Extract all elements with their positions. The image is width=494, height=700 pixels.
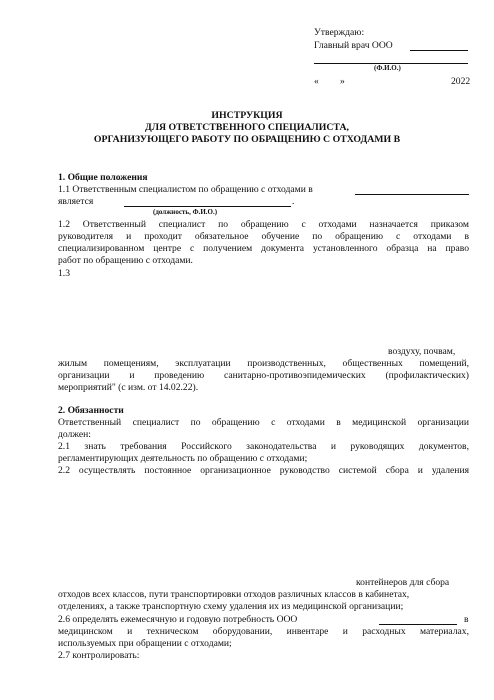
para-1-2-line4: работ по обращению с отходами. xyxy=(58,255,193,266)
para-1-3-line4: мероприятий" (с изм. от 14.02.22). xyxy=(58,382,199,393)
para-1-1-period: . xyxy=(292,196,295,207)
para-2-6-line3: используемых при обращении с отходами; xyxy=(58,638,232,649)
para-1-3-line2: жилым помещениям, эксплуатации производственных, общественных помещений, xyxy=(58,358,469,369)
post-caption: (должность, Ф.И.О.) xyxy=(153,208,218,216)
para-1-2-line2: руководителя и проходит обязательное обучение по обращению с отходами в xyxy=(58,231,469,242)
doc-title-line1: ИНСТРУКЦИЯ xyxy=(211,110,283,121)
doc-title-line3: ОРГАНИЗУЮЩЕГО РАБОТУ ПО ОБРАЩЕНИЮ С ОТХОДАМИ В xyxy=(93,134,401,145)
containers-line1-end: контейнеров для сбора xyxy=(356,577,450,588)
para-2-1-line1: 2.1 знать требования Российского законодательства и руководящих документов, xyxy=(58,441,469,452)
section1-heading: 1. Общие положения xyxy=(58,172,148,183)
para-1-3-line3: организации и проведению санитарно-противоэпидемических (профилактических) xyxy=(58,370,469,381)
para-1-1-line1: 1.1 Ответственным специалистом по обращению с отходами в xyxy=(58,184,313,195)
para-1-2-line3: специализированном центре с получением документа установленного образца на право xyxy=(58,243,469,254)
para-1-3-number: 1.3 xyxy=(58,268,70,279)
para-2-2-line1: 2.2 осуществлять постоянное организационное руководство системой сбора и удаления xyxy=(58,465,469,476)
para-2-1-line2: регламентирующих деятельность по обращению с отходами; xyxy=(58,453,308,464)
chief-doctor-label: Главный врач ООО xyxy=(314,40,393,51)
para-1-2-line1: 1.2 Ответственный специалист по обращению с отходами назначается приказом xyxy=(58,219,469,230)
para-2-6-line2: медицинском и техническом оборудовании, инвентаре и расходных материалах, xyxy=(58,626,469,637)
para-2-7: 2.7 контролировать: xyxy=(58,650,140,661)
para-2-6-line1-end: в xyxy=(464,614,469,625)
section2-intro-line2: должен: xyxy=(58,429,91,440)
para-1-1-blank2 xyxy=(124,206,291,207)
year: 2022 xyxy=(451,76,471,87)
chief-doctor-blank xyxy=(410,50,468,51)
containers-line2: отходов всех классов, пути транспортировки отходов различных классов в кабинетах, xyxy=(58,589,410,600)
section2-intro-line1: Ответственный специалист по обращению с отходами в медицинской организации xyxy=(58,417,469,428)
doc-title-line2: ДЛЯ ОТВЕТСТВЕННОГО СПЕЦИАЛИСТА, xyxy=(144,122,350,133)
para-1-1-blank1 xyxy=(355,194,469,195)
section2-heading: 2. Обязанности xyxy=(58,405,124,416)
date-close-quote: » xyxy=(340,76,345,87)
para-1-1-line2: является xyxy=(58,196,94,207)
para-2-6-line1: 2.6 определять ежемесячную и годовую потребность ООО xyxy=(58,614,298,625)
para-2-6-blank xyxy=(379,624,457,625)
containers-line3: отделениях, а также транспортную схему удаления их из медицинской организации; xyxy=(58,601,404,612)
approval-label: Утверждаю: xyxy=(314,27,365,38)
date-open-quote: « xyxy=(314,76,319,87)
fio-caption: (Ф.И.О.) xyxy=(374,64,401,72)
para-1-3-line1-end: воздуху, почвам, xyxy=(388,346,456,357)
